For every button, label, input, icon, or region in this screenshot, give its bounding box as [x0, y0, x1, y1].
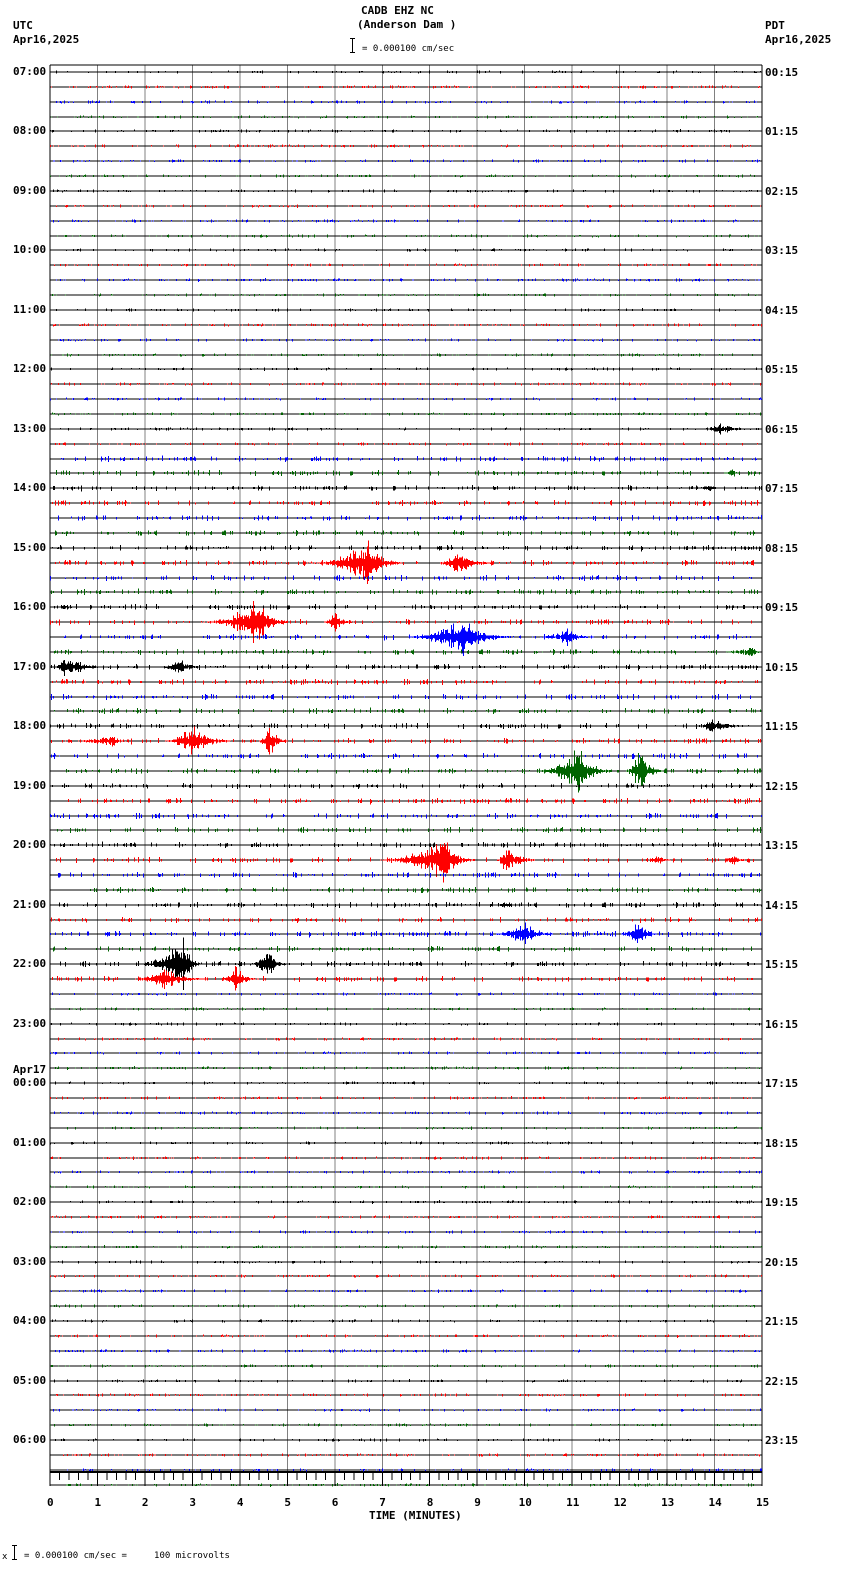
footer-scale-legend: = 0.000100 cm/sec = 100 microvolts [24, 1551, 230, 1561]
pdt-hour-label: 15:15 [765, 958, 799, 972]
utc-hour-label: 14:00 [13, 481, 47, 495]
footer-scale-prefix: x [2, 1552, 8, 1562]
pdt-hour-label: 14:15 [765, 898, 799, 912]
scale-legend: = 0.000100 cm/sec [362, 44, 455, 54]
utc-hour-label: 18:00 [13, 719, 47, 733]
utc-hour-label: 09:00 [13, 183, 47, 197]
utc-hour-label: 03:00 [13, 1254, 47, 1268]
x-tick-label: 1 [94, 1496, 102, 1509]
utc-hour-label: 06:00 [13, 1433, 47, 1447]
pdt-hour-label: 12:15 [765, 779, 799, 793]
x-tick-label: 8 [426, 1496, 434, 1509]
x-axis-label: TIME (MINUTES) [369, 1509, 462, 1522]
station-title: CADB EHZ NC [361, 4, 434, 17]
pdt-date-label: Apr16,2025 [765, 33, 832, 46]
utc-hour-label: 04:00 [13, 1314, 47, 1328]
pdt-hour-label: 20:15 [765, 1255, 799, 1269]
x-tick-label: 4 [236, 1496, 244, 1509]
utc-hour-label: 21:00 [13, 897, 47, 911]
pdt-hour-label: 05:15 [765, 363, 799, 377]
utc-hour-label: 11:00 [13, 302, 47, 316]
utc-hour-label: 13:00 [13, 421, 47, 435]
pdt-hour-label: 16:15 [765, 1017, 799, 1031]
utc-hour-label: 02:00 [13, 1195, 47, 1209]
utc-hour-label: 08:00 [13, 124, 47, 138]
x-tick-label: 9 [474, 1496, 481, 1509]
utc-hour-label: 07:00 [13, 65, 47, 78]
x-tick-label: 10 [518, 1496, 532, 1509]
utc-date-label: Apr16,2025 [13, 33, 80, 46]
station-location: (Anderson Dam ) [357, 18, 457, 31]
utc-hour-label: 12:00 [13, 362, 47, 376]
pdt-hour-label: 21:15 [765, 1315, 799, 1329]
pdt-hour-label: 13:15 [765, 839, 799, 853]
x-tick-label: 7 [379, 1496, 386, 1509]
utc-hour-label: 01:00 [13, 1135, 47, 1149]
x-tick-label: 11 [566, 1496, 580, 1509]
utc-hour-label: 22:00 [13, 957, 47, 971]
x-tick-label: 14 [708, 1496, 722, 1509]
utc-hour-label: 15:00 [13, 540, 47, 554]
pdt-hour-label: 22:15 [765, 1374, 799, 1388]
pdt-hour-label: 08:15 [765, 541, 799, 555]
pdt-hour-label: 23:15 [765, 1434, 799, 1448]
pdt-hour-label: 01:15 [765, 125, 799, 139]
pdt-hour-label: 18:15 [765, 1136, 799, 1150]
utc-hour-label: 05:00 [13, 1373, 47, 1387]
x-tick-label: 12 [613, 1496, 627, 1509]
utc-hour-label: 23:00 [13, 1016, 47, 1030]
footer-scale-bar-icon [14, 1545, 15, 1560]
pdt-hour-label: 00:15 [765, 66, 799, 79]
pdt-hour-label: 11:15 [765, 720, 799, 734]
utc-timezone-label: UTC [13, 19, 33, 32]
utc-hour-label: 10:00 [13, 243, 47, 257]
x-tick-label: 15 [756, 1496, 770, 1509]
x-tick-label: 13 [661, 1496, 675, 1509]
pdt-timezone-label: PDT [765, 19, 785, 32]
pdt-hour-label: 07:15 [765, 482, 799, 496]
pdt-hour-label: 03:15 [765, 244, 799, 258]
utc-hour-label: 00:00 [13, 1076, 47, 1090]
x-tick-label: 0 [47, 1496, 54, 1509]
pdt-hour-label: 17:15 [765, 1077, 799, 1091]
x-tick-label: 3 [189, 1496, 197, 1509]
x-tick-label: 2 [141, 1496, 149, 1509]
utc-hour-label: 17:00 [13, 659, 47, 673]
x-tick-label: 5 [284, 1496, 291, 1509]
pdt-hour-label: 06:15 [765, 422, 799, 436]
pdt-hour-label: 04:15 [765, 303, 799, 317]
pdt-hour-label: 09:15 [765, 601, 799, 615]
x-tick-label: 6 [331, 1496, 339, 1509]
pdt-hour-label: 02:15 [765, 184, 799, 198]
utc-date-change-label: Apr17 [13, 1063, 47, 1077]
utc-hour-label: 19:00 [13, 778, 47, 792]
pdt-hour-label: 19:15 [765, 1196, 799, 1210]
utc-hour-label: 16:00 [13, 600, 47, 614]
utc-hour-label: 20:00 [13, 838, 47, 852]
pdt-hour-label: 10:15 [765, 660, 799, 674]
